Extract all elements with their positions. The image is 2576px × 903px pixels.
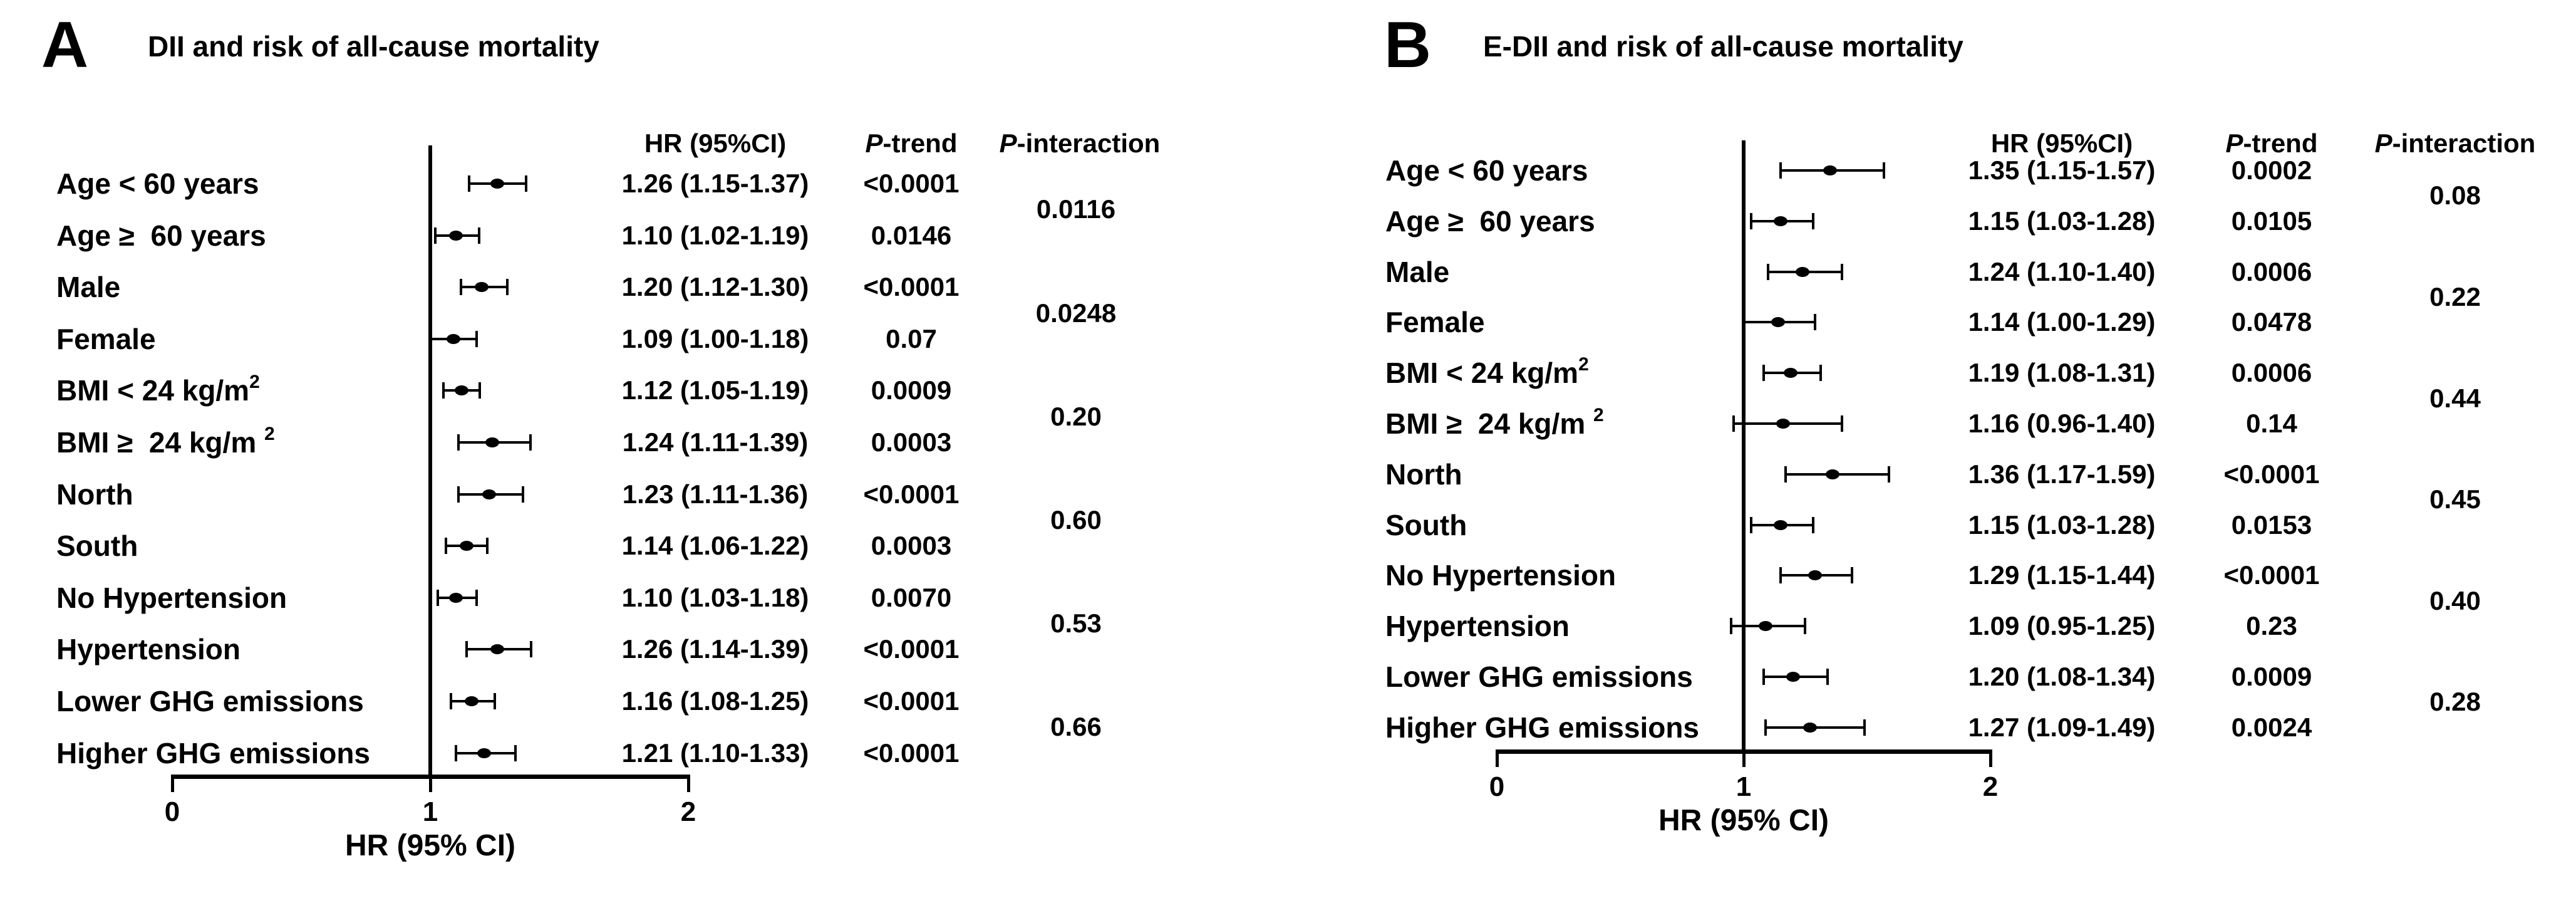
point-estimate-marker bbox=[465, 696, 478, 706]
ci-lower-cap bbox=[468, 175, 470, 192]
panel-title: DII and risk of all-cause mortality bbox=[148, 30, 599, 63]
p-interaction-value: 0.20 bbox=[1050, 402, 1102, 431]
hr-ci-value: 1.27 (1.09-1.49) bbox=[1968, 712, 2156, 742]
p-interaction-value: 0.60 bbox=[1050, 505, 1102, 535]
subgroup-label bbox=[1385, 348, 1589, 398]
ci-whisker bbox=[451, 700, 495, 702]
p-interaction-value: 0.66 bbox=[1050, 712, 1102, 741]
ci-lower-cap bbox=[1762, 365, 1765, 381]
point-estimate-marker bbox=[1803, 723, 1817, 733]
subgroup-label bbox=[56, 211, 266, 261]
ci-whisker bbox=[438, 597, 477, 599]
subgroup-label bbox=[56, 314, 156, 364]
hr-ci-value: 1.10 (1.02-1.19) bbox=[621, 221, 809, 250]
x-axis-label: HR (95% CI) bbox=[344, 829, 516, 862]
reference-line-hr-1 bbox=[1742, 140, 1746, 752]
hr-ci-value: 1.26 (1.14-1.39) bbox=[621, 634, 809, 664]
point-estimate-marker bbox=[1771, 317, 1785, 327]
subgroup-label-text: Lower GHG emissions bbox=[56, 685, 364, 718]
ci-lower-cap bbox=[1779, 162, 1782, 179]
hr-ci-value: 1.26 (1.15-1.37) bbox=[621, 169, 809, 198]
hr-ci-value: 1.35 (1.15-1.57) bbox=[1968, 155, 2156, 185]
p-trend-value: 0.0024 bbox=[2231, 712, 2312, 742]
subgroup-label-text: Age ≥ 60 years bbox=[1385, 205, 1595, 237]
p-interaction-value: 0.08 bbox=[2429, 180, 2481, 210]
ci-upper-cap bbox=[1804, 618, 1806, 634]
p-trend-value: <0.0001 bbox=[863, 479, 960, 509]
ci-upper-cap bbox=[506, 279, 509, 295]
ci-upper-cap bbox=[1812, 213, 1814, 229]
p-trend-value: <0.0001 bbox=[2223, 459, 2320, 489]
subgroup-label-text: Higher GHG emissions bbox=[1385, 711, 1700, 744]
subgroup-label-text: Female bbox=[56, 323, 156, 355]
hr-ci-value: 1.14 (1.00-1.29) bbox=[1968, 307, 2156, 337]
x-axis-tick bbox=[429, 777, 432, 792]
ci-upper-cap bbox=[1851, 567, 1853, 583]
hr-ci-value: 1.20 (1.08-1.34) bbox=[1968, 662, 2156, 691]
p-trend-value: 0.0006 bbox=[2231, 358, 2312, 387]
subgroup-label bbox=[1385, 297, 1485, 347]
point-estimate-marker bbox=[1823, 165, 1837, 175]
p-interaction-value: 0.45 bbox=[2429, 484, 2481, 514]
point-estimate-marker bbox=[475, 282, 489, 292]
p-interaction-value: 0.0116 bbox=[1036, 194, 1116, 224]
subgroup-label bbox=[56, 159, 259, 209]
x-axis-tick bbox=[1496, 752, 1499, 767]
p-trend-value: 0.0009 bbox=[871, 375, 952, 405]
hr-ci-value: 1.09 (0.95-1.25) bbox=[1968, 611, 2156, 640]
subgroup-label bbox=[1385, 449, 1462, 499]
hr-ci-value: 1.20 (1.12-1.30) bbox=[621, 272, 809, 301]
p-trend-value: <0.0001 bbox=[863, 272, 960, 301]
p-trend-value: 0.14 bbox=[2246, 409, 2297, 438]
p-trend-value: 0.23 bbox=[2246, 611, 2297, 640]
subgroup-label-text: Male bbox=[56, 271, 121, 303]
ci-lower-cap bbox=[465, 641, 468, 657]
subgroup-label-superscript: 2 bbox=[1578, 354, 1589, 375]
subgroup-label bbox=[56, 521, 138, 571]
point-estimate-marker bbox=[1774, 520, 1787, 530]
p-interaction-value: 0.44 bbox=[2429, 384, 2481, 413]
p-interaction-column-header: P-interaction bbox=[2374, 128, 2536, 158]
p-trend-value: <0.0001 bbox=[863, 634, 960, 664]
ci-upper-cap bbox=[1826, 669, 1829, 685]
point-estimate-marker bbox=[447, 334, 460, 344]
subgroup-label bbox=[1385, 145, 1588, 196]
ci-upper-cap bbox=[1814, 314, 1816, 330]
ci-whisker bbox=[1781, 574, 1852, 577]
ci-lower-cap bbox=[1750, 213, 1752, 229]
x-axis-tick-label: 0 bbox=[1489, 771, 1505, 802]
ci-upper-cap bbox=[1863, 719, 1866, 736]
x-axis-tick bbox=[1989, 752, 1992, 767]
subgroup-label-text: No Hypertension bbox=[56, 582, 287, 614]
point-estimate-marker bbox=[490, 644, 504, 654]
point-estimate-marker bbox=[485, 437, 499, 447]
subgroup-label-text: North bbox=[1385, 458, 1462, 491]
hr-ci-value: 1.10 (1.03-1.18) bbox=[621, 583, 809, 612]
x-axis-tick bbox=[687, 777, 690, 792]
ci-whisker bbox=[456, 752, 515, 754]
ci-whisker bbox=[1764, 372, 1821, 374]
subgroup-label-text: BMI ≥ 24 kg/m bbox=[56, 426, 264, 459]
ci-whisker bbox=[1764, 676, 1828, 678]
hr-ci-value: 1.14 (1.06-1.22) bbox=[621, 531, 809, 560]
subgroup-label-text: BMI < 24 kg/m bbox=[56, 374, 250, 407]
ci-lower-cap bbox=[1730, 618, 1732, 634]
hr-ci-value: 1.15 (1.03-1.28) bbox=[1968, 510, 2156, 540]
p-trend-value: 0.0105 bbox=[2231, 206, 2312, 236]
ci-whisker bbox=[1744, 321, 1815, 323]
point-estimate-marker bbox=[1784, 368, 1798, 378]
ci-upper-cap bbox=[475, 331, 478, 347]
hr-ci-column-header: HR (95%CI) bbox=[644, 128, 787, 158]
ci-upper-cap bbox=[1841, 264, 1843, 280]
x-axis-tick-label: 2 bbox=[1982, 771, 1999, 802]
point-estimate-marker bbox=[1774, 216, 1787, 226]
p-interaction-column-header: P-interaction bbox=[999, 128, 1161, 158]
subgroup-label-superscript: 2 bbox=[1593, 405, 1604, 425]
point-estimate-marker bbox=[449, 231, 463, 241]
forest-panel bbox=[1328, 0, 2576, 903]
ci-upper-cap bbox=[486, 538, 489, 554]
ci-whisker bbox=[435, 234, 479, 237]
x-axis-tick bbox=[171, 777, 174, 792]
subgroup-label-text: Age ≥ 60 years bbox=[56, 219, 266, 252]
p-trend-value: <0.0001 bbox=[2223, 560, 2320, 590]
hr-ci-value: 1.09 (1.00-1.18) bbox=[621, 324, 809, 353]
point-estimate-marker bbox=[1759, 621, 1772, 631]
ci-upper-cap bbox=[475, 590, 478, 606]
subgroup-label bbox=[56, 573, 287, 623]
x-axis-tick-label: 0 bbox=[164, 796, 180, 827]
ci-whisker bbox=[458, 441, 530, 444]
subgroup-label bbox=[1385, 247, 1449, 297]
subgroup-label-text: Female bbox=[1385, 306, 1485, 338]
subgroup-label-text: Higher GHG emissions bbox=[56, 737, 371, 770]
ci-lower-cap bbox=[1784, 466, 1787, 483]
ci-upper-cap bbox=[522, 486, 524, 503]
hr-ci-value: 1.12 (1.05-1.19) bbox=[621, 375, 809, 405]
hr-ci-column-header: HR (95%CI) bbox=[1990, 128, 2133, 158]
ci-lower-cap bbox=[455, 745, 457, 761]
hr-ci-value: 1.29 (1.15-1.44) bbox=[1968, 560, 2156, 590]
ci-whisker bbox=[1781, 169, 1884, 172]
subgroup-label bbox=[56, 262, 120, 312]
hr-ci-value: 1.16 (0.96-1.40) bbox=[1968, 409, 2156, 438]
p-trend-column-header: P-trend bbox=[865, 128, 958, 158]
point-estimate-marker bbox=[449, 593, 463, 603]
ci-whisker bbox=[443, 389, 480, 392]
ci-lower-cap bbox=[1750, 517, 1752, 533]
subgroup-label-text: BMI ≥ 24 kg/m bbox=[1385, 407, 1593, 440]
x-axis-tick bbox=[1742, 752, 1746, 767]
ci-whisker bbox=[430, 338, 477, 340]
point-estimate-marker bbox=[1826, 469, 1839, 479]
ci-whisker bbox=[1751, 220, 1813, 222]
subgroup-label-text: North bbox=[56, 478, 133, 511]
subgroup-label bbox=[56, 624, 241, 674]
p-interaction-value: 0.22 bbox=[2429, 282, 2481, 311]
subgroup-label-text: BMI < 24 kg/m bbox=[1385, 357, 1579, 389]
hr-ci-value: 1.23 (1.11-1.36) bbox=[622, 479, 809, 509]
ci-upper-cap bbox=[514, 745, 517, 761]
ci-lower-cap bbox=[1762, 669, 1765, 685]
p-trend-value: 0.0003 bbox=[871, 531, 952, 560]
ci-whisker bbox=[1768, 271, 1842, 273]
p-trend-value: 0.0070 bbox=[871, 583, 952, 612]
p-trend-value: <0.0001 bbox=[863, 686, 960, 716]
ci-lower-cap bbox=[460, 279, 462, 295]
ci-whisker bbox=[446, 545, 487, 547]
x-axis-tick-label: 1 bbox=[422, 796, 438, 827]
subgroup-label bbox=[1385, 601, 1570, 651]
ci-upper-cap bbox=[1883, 162, 1885, 179]
subgroup-label bbox=[56, 365, 260, 415]
subgroup-label-text: Age < 60 years bbox=[56, 167, 259, 200]
panel-letter: A bbox=[41, 9, 89, 81]
ci-lower-cap bbox=[450, 693, 452, 709]
subgroup-label-text: Hypertension bbox=[56, 633, 241, 666]
subgroup-label bbox=[1385, 399, 1604, 449]
p-trend-value: <0.0001 bbox=[863, 169, 960, 198]
ci-upper-cap bbox=[494, 693, 496, 709]
ci-lower-cap bbox=[457, 486, 460, 503]
ci-lower-cap bbox=[1764, 719, 1767, 736]
ci-whisker bbox=[1766, 726, 1865, 729]
subgroup-label-text: Age < 60 years bbox=[1385, 154, 1588, 187]
ci-whisker bbox=[467, 648, 531, 650]
p-interaction-value: 0.53 bbox=[1050, 608, 1102, 638]
subgroup-label-superscript: 2 bbox=[249, 372, 260, 392]
x-axis-label: HR (95% CI) bbox=[1658, 804, 1829, 837]
p-interaction-value: 0.40 bbox=[2429, 586, 2481, 615]
x-axis-tick-label: 1 bbox=[1735, 771, 1752, 802]
point-estimate-marker bbox=[1808, 570, 1822, 580]
point-estimate-marker bbox=[455, 385, 468, 395]
subgroup-label bbox=[1385, 500, 1467, 550]
p-trend-value: 0.07 bbox=[886, 324, 937, 353]
hr-ci-value: 1.15 (1.03-1.28) bbox=[1968, 206, 2156, 236]
ci-upper-cap bbox=[1812, 517, 1814, 533]
ci-whisker bbox=[458, 493, 523, 496]
ci-upper-cap bbox=[1841, 415, 1843, 432]
subgroup-label-text: South bbox=[1385, 509, 1467, 541]
subgroup-label-text: Male bbox=[1385, 256, 1450, 288]
ci-whisker bbox=[1734, 422, 1842, 425]
hr-ci-value: 1.16 (1.08-1.25) bbox=[621, 686, 809, 716]
p-trend-value: 0.0002 bbox=[2231, 155, 2312, 185]
p-trend-value: 0.0006 bbox=[2231, 257, 2312, 286]
p-trend-value: 0.0478 bbox=[2231, 307, 2312, 337]
ci-lower-cap bbox=[445, 538, 447, 554]
hr-ci-value: 1.24 (1.10-1.40) bbox=[1968, 257, 2156, 286]
p-interaction-value: 0.28 bbox=[2429, 687, 2481, 716]
point-estimate-marker bbox=[1796, 267, 1809, 277]
panel-letter: B bbox=[1384, 9, 1432, 81]
subgroup-label-superscript: 2 bbox=[264, 424, 275, 444]
p-trend-value: <0.0001 bbox=[863, 738, 960, 768]
subgroup-label-text: Lower GHG emissions bbox=[1385, 660, 1693, 693]
subgroup-label-text: Hypertension bbox=[1385, 610, 1570, 642]
hr-ci-value: 1.19 (1.08-1.31) bbox=[1968, 358, 2156, 387]
p-trend-value: 0.0146 bbox=[871, 221, 952, 250]
point-estimate-marker bbox=[1776, 419, 1790, 429]
subgroup-label bbox=[56, 469, 133, 519]
subgroup-label bbox=[1385, 550, 1616, 600]
subgroup-label bbox=[56, 728, 370, 778]
point-estimate-marker bbox=[490, 179, 504, 189]
subgroup-label bbox=[56, 676, 364, 726]
subgroup-label bbox=[1385, 196, 1595, 246]
subgroup-label bbox=[1385, 702, 1699, 753]
subgroup-label-text: South bbox=[56, 530, 138, 562]
ci-lower-cap bbox=[457, 434, 460, 451]
ci-lower-cap bbox=[434, 227, 437, 244]
p-trend-value: 0.0003 bbox=[871, 427, 952, 457]
p-interaction-value: 0.0248 bbox=[1035, 298, 1117, 328]
hr-ci-value: 1.36 (1.17-1.59) bbox=[1968, 459, 2156, 489]
p-trend-value: 0.0009 bbox=[2231, 662, 2312, 691]
subgroup-label bbox=[56, 417, 275, 467]
subgroup-label-text: No Hypertension bbox=[1385, 559, 1616, 592]
ci-whisker bbox=[1731, 625, 1805, 627]
ci-lower-cap bbox=[1742, 314, 1745, 330]
hr-ci-value: 1.24 (1.11-1.39) bbox=[622, 427, 809, 457]
ci-upper-cap bbox=[525, 175, 527, 192]
ci-lower-cap bbox=[429, 331, 432, 347]
point-estimate-marker bbox=[1786, 672, 1800, 682]
ci-upper-cap bbox=[478, 382, 481, 399]
point-estimate-marker bbox=[477, 748, 491, 758]
ci-lower-cap bbox=[437, 590, 439, 606]
ci-whisker bbox=[1751, 524, 1813, 526]
forest-panel bbox=[0, 0, 1248, 903]
ci-whisker bbox=[1786, 473, 1889, 476]
ci-whisker bbox=[469, 182, 526, 185]
subgroup-label bbox=[1385, 652, 1693, 702]
ci-lower-cap bbox=[1732, 415, 1735, 432]
ci-upper-cap bbox=[529, 434, 532, 451]
ci-lower-cap bbox=[442, 382, 445, 399]
point-estimate-marker bbox=[460, 541, 473, 551]
ci-whisker bbox=[461, 286, 507, 288]
x-axis-tick-label: 2 bbox=[680, 796, 696, 827]
p-trend-column-header: P-trend bbox=[2225, 128, 2318, 158]
ci-lower-cap bbox=[1779, 567, 1782, 583]
hr-ci-value: 1.21 (1.10-1.33) bbox=[621, 738, 809, 768]
reference-line-hr-1 bbox=[428, 145, 432, 777]
point-estimate-marker bbox=[482, 489, 496, 499]
ci-upper-cap bbox=[530, 641, 532, 657]
p-trend-value: 0.0153 bbox=[2231, 510, 2312, 540]
ci-upper-cap bbox=[478, 227, 480, 244]
panel-title: E-DII and risk of all-cause mortality bbox=[1483, 30, 1963, 63]
ci-lower-cap bbox=[1767, 264, 1769, 280]
ci-upper-cap bbox=[1819, 365, 1822, 381]
